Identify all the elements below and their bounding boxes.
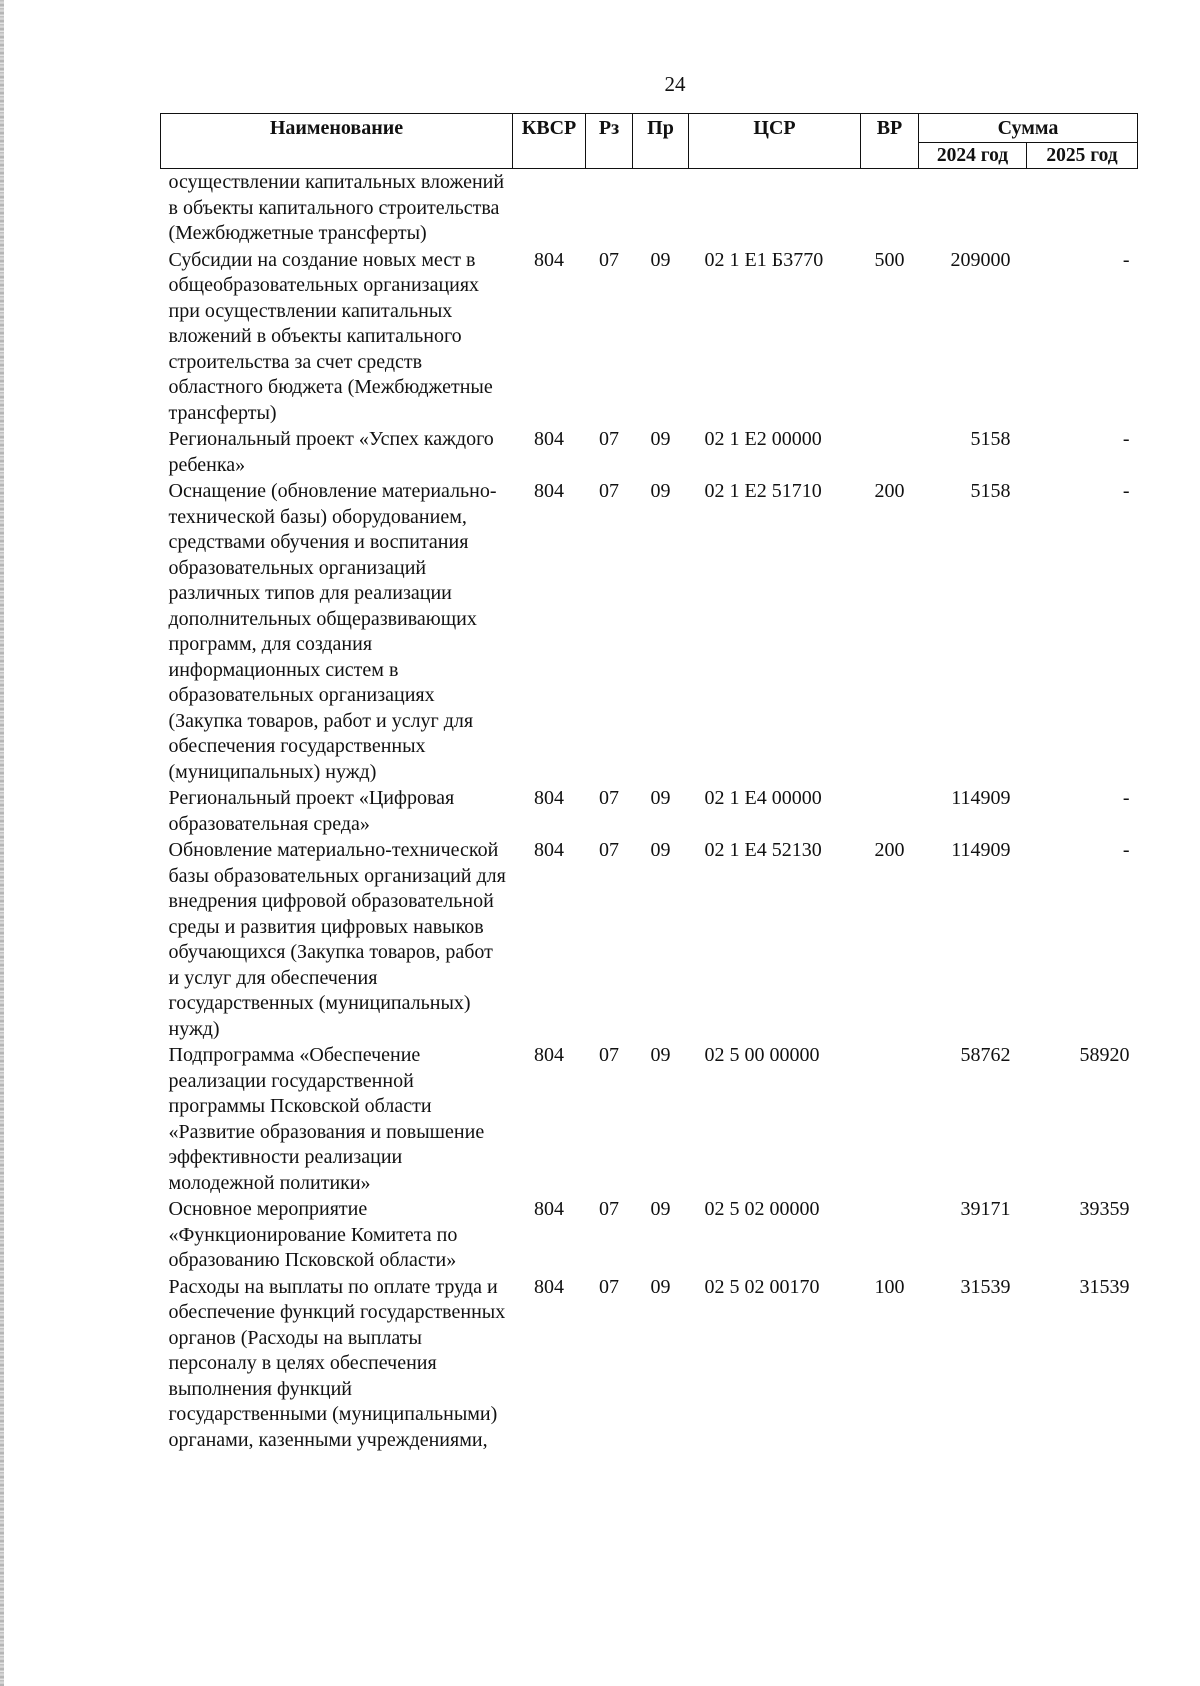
header-year-2024: 2024 год	[919, 142, 1027, 169]
cell-sum-2024: 31539	[960, 1275, 1011, 1298]
cell-name: Оснащение (обновление материально-технической базы) оборудованием, средствами обучения и воспитания образовательных организаций различных типов для реализации дополнительных общеразвивающих программ, для создания информационных систем в образовательных организациях (Закупка товаров, работ и услуг для обеспечения государственных (муниципальных) нужд)	[168, 480, 497, 783]
cell-pr: 09	[650, 1044, 671, 1066]
cell-vr: 200	[874, 480, 905, 502]
cell-sum-2025: -	[1122, 480, 1130, 502]
cell-pr: 09	[650, 248, 671, 271]
cell-sum-2024: 39171	[960, 1198, 1011, 1220]
cell-sum-2024: 58762	[960, 1044, 1011, 1066]
cell-sum-2025: -	[1122, 248, 1130, 271]
cell-kvsr: 804	[534, 787, 564, 809]
cell-pr: 09	[650, 787, 671, 809]
cell-rz: 07	[599, 480, 619, 502]
cell-csr: 02 5 02 00000	[704, 1198, 820, 1220]
cell-sum-2024	[919, 169, 1027, 247]
table-row	[161, 785, 1138, 837]
cell-sum-2025: 39359	[1079, 1198, 1130, 1220]
cell-name: Субсидии на создание новых мест в общеобразовательных организациях при осуществлении капитальных вложений в объекты капитального строительства за счет средств областного бюджета (Межбюджетные трансферты)	[168, 248, 493, 424]
table-row	[161, 478, 1138, 785]
table-body	[161, 169, 1138, 1454]
cell-name: Обновление материально-технической базы образовательных организаций для внедрения цифровой образовательной среды и развития цифровых навыков обучающихся (Закупка товаров, работ и услуг для обеспечения государственных (муниципальных) нужд)	[168, 839, 506, 1040]
header-kvsr: КВСР	[513, 114, 586, 169]
cell-kvsr: 804	[534, 1275, 564, 1298]
header-pr: Пр	[633, 114, 689, 169]
cell-pr: 09	[650, 1275, 671, 1298]
cell-sum-2025: 58920	[1079, 1044, 1130, 1066]
cell-rz: 07	[599, 1198, 619, 1220]
cell-vr: 500	[874, 248, 905, 271]
cell-pr: 09	[650, 839, 671, 861]
scan-edge	[0, 0, 4, 1686]
cell-sum-2025: -	[1122, 428, 1130, 450]
cell-sum-2025: -	[1122, 839, 1130, 861]
cell-name: Региональный проект «Цифровая образовательная среда»	[168, 787, 455, 835]
cell-rz: 07	[599, 1044, 619, 1066]
cell-vr	[861, 1042, 919, 1196]
cell-vr	[861, 785, 919, 837]
cell-kvsr: 804	[534, 248, 564, 271]
cell-name: Региональный проект «Успех каждого ребенка»	[168, 428, 494, 476]
cell-vr	[861, 1196, 919, 1274]
header-year-2025: 2025 год	[1027, 142, 1138, 169]
cell-rz	[586, 169, 633, 247]
cell-kvsr: 804	[534, 1044, 564, 1066]
cell-csr: 02 1 E2 51710	[704, 480, 822, 502]
cell-name: Расходы на выплаты по оплате труда и обеспечение функций государственных органов (Расходы на выплаты персоналу в целях обеспечения выполнения функций государственными (муниципальными) органами, казенными учреждениями,	[168, 1275, 506, 1451]
cell-kvsr: 804	[534, 480, 564, 502]
cell-sum-2025: -	[1122, 787, 1130, 809]
cell-csr: 02 5 02 00170	[704, 1275, 820, 1298]
header-vr: ВР	[861, 114, 919, 169]
cell-kvsr: 804	[534, 428, 564, 450]
cell-name: осуществлении капитальных вложений в объекты капитального строительства (Межбюджетные трансферты)	[168, 171, 505, 244]
cell-pr: 09	[650, 428, 671, 450]
cell-sum-2024: 5158	[970, 480, 1011, 502]
table-row	[161, 169, 1138, 247]
cell-csr: 02 1 E4 52130	[704, 839, 822, 861]
page-number: 24	[664, 72, 686, 96]
cell-name: Подпрограмма «Обеспечение реализации государственной программы Псковской области «Развитие образования и повышение эффективности реализации молодежной политики»	[168, 1044, 485, 1194]
cell-pr: 09	[650, 1198, 671, 1220]
cell-csr: 02 5 00 00000	[704, 1044, 820, 1066]
table-row	[161, 247, 1138, 427]
cell-kvsr	[513, 169, 586, 247]
cell-rz: 07	[599, 248, 619, 271]
cell-rz: 07	[599, 839, 619, 861]
cell-vr: 100	[874, 1275, 905, 1298]
table-row	[161, 1196, 1138, 1274]
cell-rz: 07	[599, 1275, 619, 1298]
cell-sum-2025: 31539	[1079, 1275, 1130, 1298]
cell-sum-2024: 114909	[951, 839, 1011, 861]
table-row	[161, 1274, 1138, 1454]
cell-rz: 07	[599, 787, 619, 809]
table-header	[161, 114, 1138, 169]
cell-csr: 02 1 E4 00000	[704, 787, 822, 809]
cell-pr	[633, 169, 689, 247]
cell-sum-2024: 114909	[951, 787, 1011, 809]
table-row	[161, 1042, 1138, 1196]
table-row	[161, 426, 1138, 478]
cell-name: Основное мероприятие «Функционирование Комитета по образованию Псковской области»	[168, 1198, 458, 1271]
header-name: Наименование	[161, 114, 513, 169]
cell-kvsr: 804	[534, 839, 564, 861]
cell-pr: 09	[650, 480, 671, 502]
cell-sum-2024: 5158	[970, 428, 1011, 450]
cell-csr: 02 1 E1 Б3770	[704, 248, 824, 271]
cell-csr: 02 1 E2 00000	[704, 428, 822, 450]
cell-sum-2024: 209000	[950, 248, 1011, 271]
header-sum: Сумма	[919, 114, 1138, 143]
header-rz: Рз	[586, 114, 633, 169]
cell-kvsr: 804	[534, 1198, 564, 1220]
budget-table	[160, 113, 1138, 1453]
header-csr: ЦСР	[689, 114, 861, 169]
cell-sum-2025	[1027, 169, 1138, 247]
cell-vr: 200	[874, 839, 905, 861]
table-row	[161, 837, 1138, 1042]
cell-rz: 07	[599, 428, 619, 450]
cell-vr	[861, 426, 919, 478]
cell-vr	[861, 169, 919, 247]
cell-csr	[689, 169, 861, 247]
